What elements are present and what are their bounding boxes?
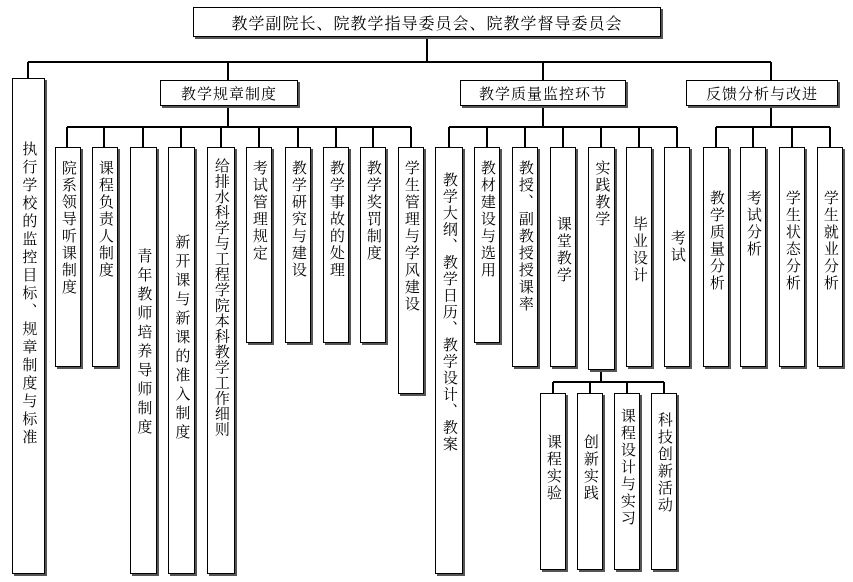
feedback-item-label: 学生就业分析 (821, 190, 840, 292)
rules-item-box (360, 147, 386, 343)
rules-item-label: 教学奖罚制度 (364, 160, 383, 262)
quality-group-title: 教学质量监控环节 (478, 84, 607, 103)
monitoring-goals-label: 执行学校的监控目标、规章制度与标准 (20, 141, 39, 447)
rules-item-box (285, 147, 311, 343)
feedback-item-label: 教学质量分析 (707, 190, 726, 292)
quality-item-label: 教学大纲、教学日历、教学设计、教案 (440, 172, 459, 453)
rules-item-label: 青年教师培养导师制度 (135, 248, 154, 438)
feedback-item-label: 学生状态分析 (783, 190, 802, 292)
rules-item-label: 院系领导听课制度 (59, 160, 78, 296)
rules-item-box (207, 147, 235, 574)
rules-item-box (246, 147, 272, 343)
rules-group-title: 教学规章制度 (180, 84, 277, 103)
feedback-group-title: 反馈分析与改进 (705, 84, 818, 103)
quality-item-label: 课堂教学 (554, 216, 573, 284)
quality-item-label: 毕业设计 (630, 216, 649, 284)
rules-item-box (92, 147, 118, 367)
top-leadership-box (193, 7, 661, 37)
rules-item-label: 新开课与新课的准入制度 (173, 234, 192, 443)
feedback-item-box (703, 147, 729, 367)
practice-item-label: 科技创新活动 (655, 412, 674, 514)
rules-item-box (55, 147, 81, 367)
quality-item-box (512, 147, 538, 367)
feedback-group-box (686, 80, 838, 106)
quality-item-label: 实践教学 (593, 160, 612, 228)
quality-item-box (435, 147, 463, 574)
quality-item-label: 教授、副教授授课率 (516, 160, 535, 313)
rules-item-label: 给排水科学与工程学院本科教学工作细则 (212, 158, 231, 437)
top-leadership-label: 教学副院长、院教学指导委员会、院教学督导委员会 (231, 13, 623, 33)
feedback-item-box (817, 147, 843, 367)
practice-item-box (614, 393, 640, 570)
quality-item-box (474, 147, 500, 343)
rules-item-box (168, 147, 195, 574)
feedback-item-label: 考试分析 (744, 190, 763, 258)
rules-group-box (160, 80, 298, 106)
feedback-item-box (740, 147, 766, 367)
practice-item-box (577, 393, 603, 570)
rules-item-label: 课程负责人制度 (96, 160, 115, 279)
quality-item-box (550, 147, 576, 367)
practice-item-box (540, 393, 566, 570)
quality-group-box (460, 80, 626, 106)
monitoring-goals-box (12, 78, 45, 574)
feedback-item-box (779, 147, 805, 367)
practice-item-label: 课程实验 (544, 434, 563, 502)
practice-item-box (651, 393, 677, 570)
quality-item-label: 教材建设与选用 (478, 160, 497, 279)
rules-item-box (130, 147, 157, 574)
rules-item-label: 教学事故的处理 (327, 160, 346, 279)
rules-item-box (398, 147, 424, 394)
quality-item-box (626, 147, 652, 367)
quality-item-label: 考试 (668, 230, 687, 264)
practice-item-label: 创新实践 (581, 434, 600, 502)
practice-item-label: 课程设计与实习 (618, 408, 637, 527)
rules-item-label: 考试管理规定 (250, 160, 269, 262)
rules-item-label: 教学研究与建设 (289, 160, 308, 279)
rules-item-label: 学生管理与学风建设 (402, 160, 421, 313)
rules-item-box (323, 147, 349, 343)
quality-item-box (664, 147, 690, 367)
quality-item-box (588, 147, 615, 370)
